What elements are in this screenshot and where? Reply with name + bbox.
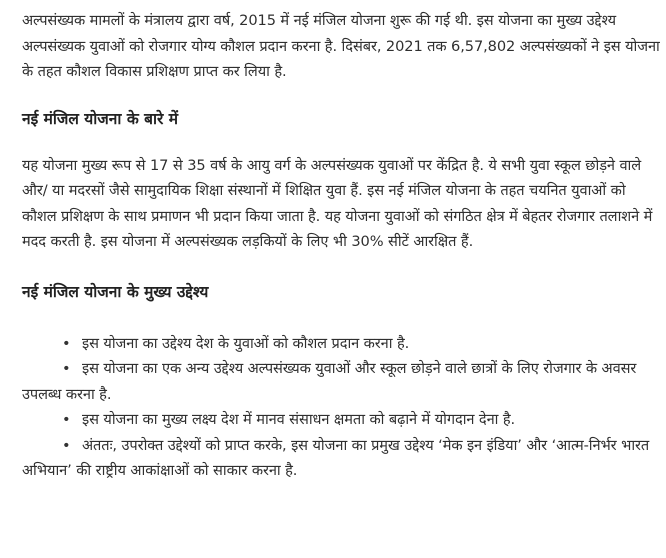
bullet-icon: • xyxy=(62,411,71,428)
bullet-icon: • xyxy=(62,360,71,377)
objectives-list xyxy=(22,331,662,484)
bullet-icon: • xyxy=(62,436,71,454)
list-item xyxy=(22,433,662,484)
list-item-text: इस योजना का उद्देश्य देश के युवाओं को कौशल प्रदान करना है. xyxy=(82,334,410,352)
about-heading: नई मंजिल योजना के बारे में xyxy=(22,109,178,128)
bullet-icon: • xyxy=(62,334,71,352)
objectives-heading: नई मंजिल योजना के मुख्य उद्देश्य xyxy=(22,282,209,301)
intro-paragraph: अल्पसंख्यक मामलों के मंत्रालय द्वारा वर्ष, 2015 में नई मंजिल योजना शुरू की गई थी. इस योजना का मुख्य उद्देश्य अल्पसंख्यक युवाओं को रोजगार योग्य कौशल प्रदान करना है. दिसंबर, 2021 तक 6,57,802 अल्पसंख्यकों ने इस योजना के तहत कौशल विकास प्रशिक्षण प्राप्त कर लिया है. xyxy=(22,12,660,80)
list-item-text: इस योजना का एक अन्य उद्देश्य अल्पसंख्यक युवाओं और स्कूल छोड़ने वाले छात्रों के लिए रोजगार के अवसर उपलब्ध करना है. xyxy=(22,360,637,403)
list-item-text: अंततः, उपरोक्त उद्देश्यों को प्राप्त करके, इस योजना का प्रमुख उद्देश्य ‘मेक इन इंडिया’ और ‘आत्म-निर्भर भारत अभियान’ की राष्ट्रीय आकांक्षाओं को साकार करना है. xyxy=(22,436,650,479)
list-item xyxy=(22,356,662,407)
list-item xyxy=(22,407,662,433)
about-paragraph: यह योजना मुख्य रूप से 17 से 35 वर्ष के आयु वर्ग के अल्पसंख्यक युवाओं पर केंद्रित है. ये सभी युवा स्कूल छोड़ने वाले और/ या मदरसों जैसे सामुदायिक शिक्षा संस्थानों में शिक्षित युवा हैं. इस नई मंजिल योजना के तहत चयनित युवाओं को कौशल प्रशिक्षण के साथ प्रमाणन भी प्रदान किया जाता है. यह योजना युवाओं को संगठित क्षेत्र में बेहतर रोजगार तलाशने में मदद करती है. इस योजना में अल्पसंख्यक लड़कियों के लिए भी 30% सीटें आरक्षित हैं. xyxy=(22,156,653,250)
list-item xyxy=(22,331,662,357)
list-item-text: इस योजना का मुख्य लक्ष्य देश में मानव संसाधन क्षमता को बढ़ाने में योगदान देना है. xyxy=(82,411,516,428)
